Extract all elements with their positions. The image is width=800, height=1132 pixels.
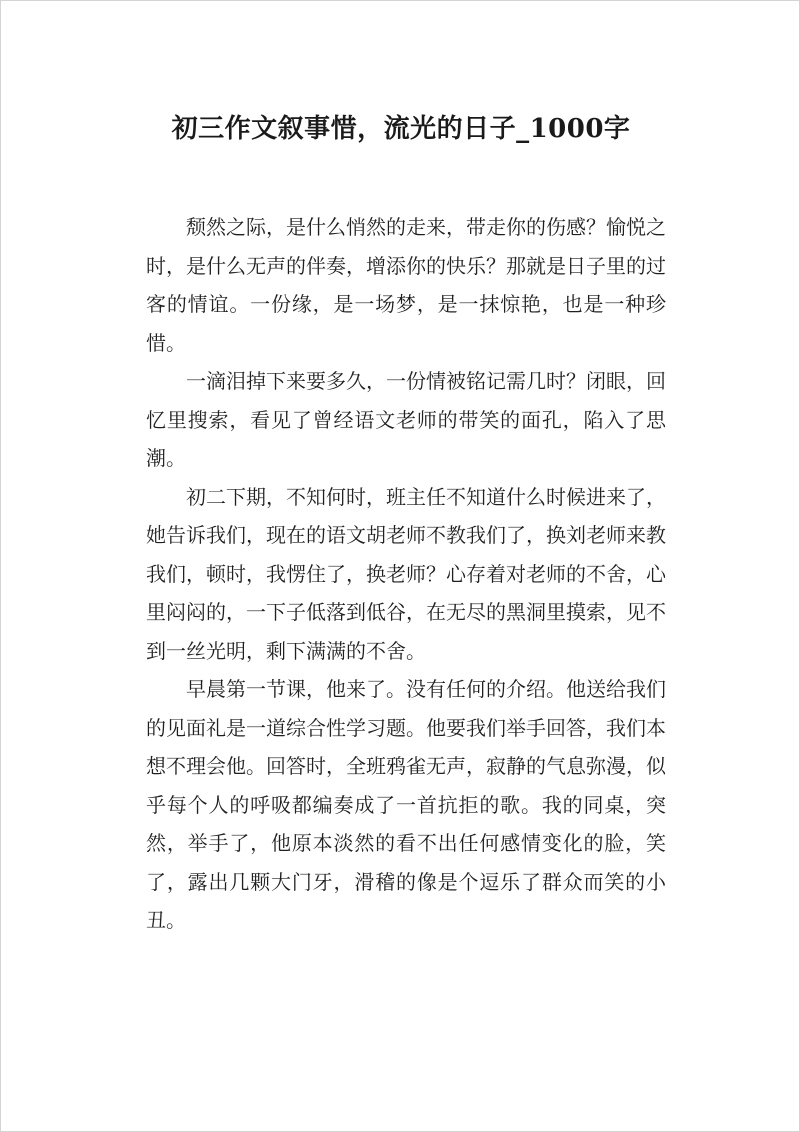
paragraph-3: 初二下期，不知何时，班主任不知道什么时候进来了，她告诉我们，现在的语文胡老师不教我们了，换刘老师来教我们，顿时，我愣住了，换老师？心存着对老师的不舍，心里闷闷的，一下子低落到低谷，在无尽的黑洞里摸索，见不到一丝光明，剩下满满的不舍。 (146, 484, 666, 663)
paragraph-2: 一滴泪掉下来要多久，一份情被铭记需几时？闭眼，回忆里搜索，看见了曾经语文老师的带笑的面孔，陷入了思潮。 (146, 369, 666, 470)
document-title: 初三作文叙事惜，流光的日子_1000字 (171, 114, 631, 144)
article-body (146, 208, 666, 940)
paragraph-4: 早晨第一节课，他来了。没有任何的介绍。他送给我们的见面礼是一道综合性学习题。他要我们举手回答，我们本想不理会他。回答时，全班鸦雀无声，寂静的气息弥漫，似乎每个人的呼吸都编奏成了一首抗拒的歌。我的同桌，突然，举手了，他原本淡然的看不出任何感情变化的脸，笑了，露出几颗大门牙，滑稽的像是个逗乐了群众而笑的小丑。 (146, 677, 666, 932)
paragraph-1: 颓然之际，是什么悄然的走来，带走你的伤感？愉悦之时，是什么无声的伴奏，增添你的快乐？那就是日子里的过客的情谊。一份缘，是一场梦，是一抹惊艳，也是一种珍惜。 (146, 215, 666, 355)
